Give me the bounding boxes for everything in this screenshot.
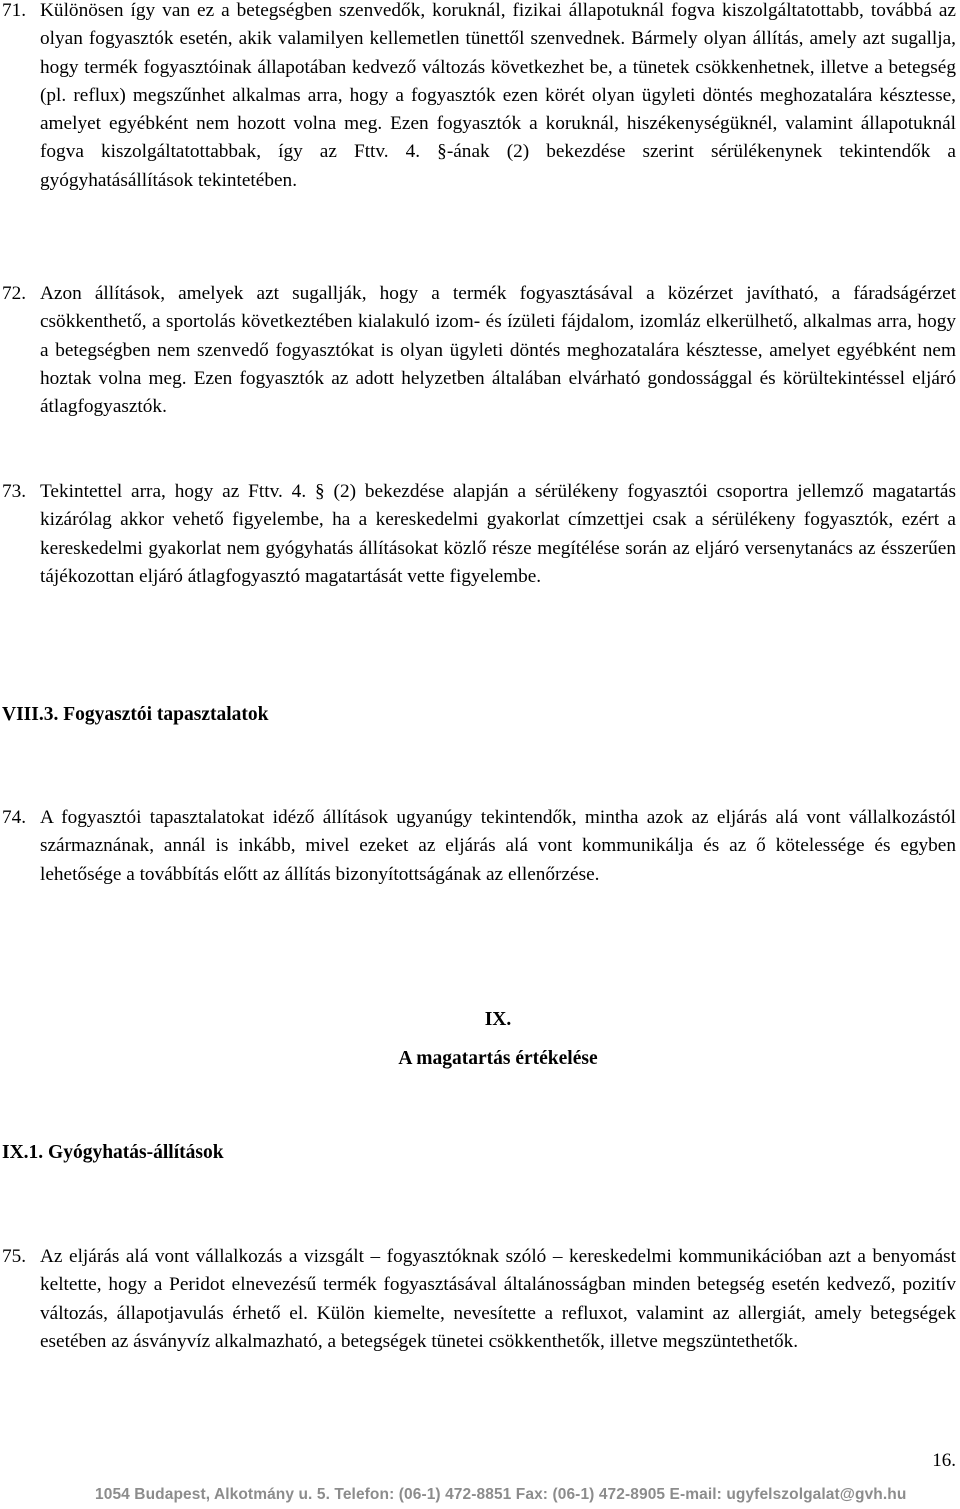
paragraph-number: 71. bbox=[2, 0, 27, 21]
page-number: 16. bbox=[932, 1450, 956, 1471]
section-heading-viii-3: VIII.3. Fogyasztói tapasztalatok bbox=[2, 704, 269, 725]
paragraph-text: Tekintettel arra, hogy az Fttv. 4. § (2) bekezdése alapján a sérülékeny fogyasztói csoportra jellemző magatartás kizárólag akkor vehető figyelembe, ha a kereskedelmi gyakorlat címzettjei csak a sérülékeny fogyasztók, ezért a kereskedelmi gyakorlat nem gyógyhatás állításokat közlő része megítélése során az eljáró versenytanács az ésszerűen tájékozottan eljáró átlagfogyasztó magatartását vette figyelembe. bbox=[40, 481, 956, 587]
footer-contact-text: 1054 Budapest, Alkotmány u. 5. Telefon: (06-1) 472-8851 Fax: (06-1) 472-8905 E-mail: ugyfelszolgalat@gvh.hu bbox=[95, 1486, 907, 1503]
section-heading-ix-1: IX.1. Gyógyhatás-állítások bbox=[2, 1142, 224, 1163]
paragraph-text: Különösen így van ez a betegségben szenvedők, koruknál, fizikai állapotuknál fogva kiszolgáltatottabb, továbbá az olyan fogyasztók esetén, akik valamilyen kellemetlen tünettől szenvednek. Bármely olyan állítás, amely azt sugallja, hogy termék fogyasztóinak állapotában kedvező változás következhet be, a tünetek csökkenhetnek, illetve a betegség (pl. reflux) megszűnhet alkalmas arra, hogy a fogyasztók ezen körét olyan ügyleti döntés meghozatalára késztesse, amelyet egyébként nem hozott volna meg. Ezen fogyasztók a koruknál, hiszékenységüknél, valamint állapotuknál fogva kiszolgáltatottabbak, így az Fttv. 4. §-ának (2) bekezdése szerint sérülékenynek tekintendők a gyógyhatásállítások tekintetében. bbox=[40, 0, 956, 191]
paragraph-number: 75. bbox=[2, 1246, 27, 1267]
paragraph-text: A fogyasztói tapasztalatokat idéző állítások ugyanúgy tekintendők, mintha azok az eljárás alá vont vállalkozástól származnának, annál is inkább, mivel ezeket az eljárás alá vont kommunikálja és az ő kötelessége és egyben lehetősége a továbbítás előtt az állítás bizonyítottságának az ellenőrzése. bbox=[40, 807, 956, 885]
paragraph-74 bbox=[2, 804, 956, 889]
page-footer bbox=[0, 1480, 960, 1509]
paragraph-number: 74. bbox=[2, 807, 27, 828]
chapter-number: IX. bbox=[484, 1009, 512, 1030]
paragraph-73 bbox=[2, 478, 956, 591]
paragraph-72 bbox=[2, 280, 956, 421]
paragraph-number: 73. bbox=[2, 481, 27, 502]
chapter-title: A magatartás értékelése bbox=[398, 1048, 598, 1069]
paragraph-75 bbox=[2, 1243, 956, 1356]
paragraph-71 bbox=[2, 0, 956, 195]
paragraph-number: 72. bbox=[2, 283, 27, 304]
paragraph-text: Az eljárás alá vont vállalkozás a vizsgált – fogyasztóknak szóló – kereskedelmi kommunikációban azt a benyomást keltette, hogy a Peridot elnevezésű termék fogyasztásával általánosságban minden betegség esetén kedvező, pozitív változás, állapotjavulás érhető el. Külön kiemelte, nevesítette a refluxot, valamint az allergiát, amely betegségek esetében az ásványvíz alkalmazható, a betegségek tünetei csökkenthetők, illetve megszüntethetők. bbox=[40, 1246, 956, 1352]
paragraph-text: Azon állítások, amelyek azt sugallják, hogy a termék fogyasztásával a közérzet javítható, a fáradságérzet csökkenthető, a sportolás következtében kialakuló izom- és ízületi fájdalom, izomláz elkerülhető, alkalmas arra, hogy a betegségben nem szenvedő fogyasztókat is olyan ügyleti döntés meghozatalára késztesse, amelyet egyébként nem hoztak volna meg. Ezen fogyasztók az adott helyzetben általában elvárható gondossággal és körültekintéssel eljáró átlagfogyasztók. bbox=[40, 283, 956, 418]
